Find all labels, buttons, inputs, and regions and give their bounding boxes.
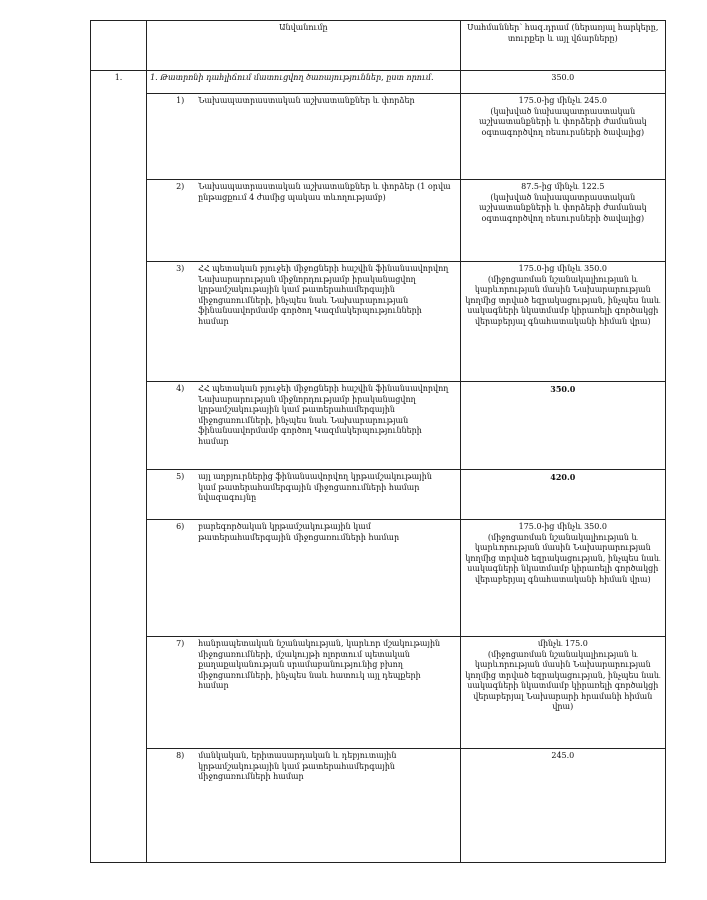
table-row [91,382,666,470]
item-text: Նախապատրաստական աշխատանքներ և փորձեր (1 օրվա ընթացքում 4 ժամից պակաս տևողությամբ) [198,182,451,202]
item-rate: մինչև 175.0 [537,639,588,648]
item-number: 1) [176,96,185,105]
item-text: ՀՀ պետական բյուջեի միջոցների հաշվին ֆինանսավորվող Նախարարության միջնորդությամբ իրականացվող կրթամշակութային կամ թատերահամերգային միջոցառումների, ինչպես նաև Նախարարության ֆինանսավորմամբ գործող Կազմակերպությունների համար [198,384,449,446]
item-number: 2) [176,182,185,191]
section-rate: 350.0 [460,71,665,94]
item-rate: 350.0 [550,384,576,394]
header-row [91,21,666,71]
item-rate-note: (միջոցառման նշանակալիության և կարևորության մասին Նախարարության կողմից տրված եզրակացության, ինչպես նաև սակագների նկատմամբ կիրառելի գործակցի վերաբերյալ գնահատականի հիման վրա) [465,532,661,584]
item-rate: 245.0 [551,751,575,760]
table-row [91,637,666,749]
header-name: Անվանումը [147,21,461,71]
item-name-cell [147,749,461,863]
item-name-cell [147,180,461,262]
table-row [91,749,666,863]
table-row [91,470,666,520]
item-number: 3) [176,264,185,273]
item-rate-cell [460,749,665,863]
item-text: Նախապատրաստական աշխատանքներ և փորձեր [198,96,415,105]
item-number: 4) [176,384,185,393]
section-row [91,71,666,94]
item-text: մանկական, երիտասարդական և դեբյուտային կրթամշակութային կամ թատերահամերգային միջոցառումների համար [198,751,397,781]
table-row [91,94,666,180]
item-rate: 175.0-ից մինչև 245.0 [518,96,607,105]
row-index: 1. [91,71,147,863]
item-text: այլ աղբյուրներից ֆինանսավորվող կրթամշակութային կամ թատերահամերգային միջոցառումների համար նվազագույնը [198,472,432,502]
item-rate: 87.5-ից մինչև 122.5 [521,182,605,191]
item-number: 8) [176,751,185,760]
item-rate-note: (կախված նախապատրաստական աշխատանքների և փորձերի ժամանակ օգտագործվող ռեսուրսների ծավալից) [479,192,647,223]
item-rate-cell [460,94,665,180]
item-rate-cell [460,382,665,470]
table-row [91,180,666,262]
item-text: ՀՀ պետական բյուջեի միջոցների հաշվին ֆինանսավորվող Նախարարության միջնորդությամբ իրականացվող կրթամշակութային կամ թատերահամերգային միջոցառումների, ինչպես նաև Նախարարության ֆինանսավորմամբ գործող Կազմակերպությունների համար [198,264,449,326]
item-number: 7) [176,639,185,648]
item-rate-note: (միջոցառման նշանակալիության և կարևորության մասին Նախարարության կողմից տրված եզրակացության, ինչպես նաև սակագների նկատմամբ կիրառելի գործակցի վերաբերյալ Նախարարի հրամանի հիման վրա) [465,649,661,711]
table-row [91,262,666,382]
item-number: 6) [176,522,185,531]
table-row [91,520,666,637]
item-rate-note: (կախված նախապատրաստական աշխատանքների և փորձերի ժամանակ օգտագործվող ռեսուրսների ծավալից) [479,106,647,137]
header-index-cell [91,21,147,71]
item-number: 5) [176,472,185,481]
section-title: 1. Թատրոնի դահլիճում մատուցվող ծառայություններ, ըստ որում. [147,71,461,94]
item-rate: 175.0-ից մինչև 350.0 [518,264,607,273]
item-rate-cell [460,470,665,520]
item-rate-cell [460,637,665,749]
item-name-cell [147,262,461,382]
item-name-cell [147,637,461,749]
item-name-cell [147,520,461,637]
item-name-cell [147,470,461,520]
item-rate: 420.0 [550,472,576,482]
item-rate-note: (միջոցառման նշանակալիության և կարևորության մասին Նախարարության կողմից տրված եզրակացության, ինչպես նաև սակագների նկատմամբ կիրառելի գործակցի վերաբերյալ գնահատականի հիման վրա) [465,274,661,326]
item-text: հանրապետական նշանակության, կարևոր մշակութային միջոցառումների, մշակույթի ոլորտում պետական քաղաքականության սրամաբանությունից բխող միջոցառումների, ինչպես նաև հատուկ այլ դեպքերի համար [198,639,441,690]
item-rate-cell [460,520,665,637]
item-rate: 175.0-ից մինչև 350.0 [518,522,607,531]
item-rate-cell [460,262,665,382]
header-rate: Սահմաններ՝ հազ.դրամ (ներառյալ հարկերը, տուրքեր և այլ վճարները) [460,21,665,71]
item-rate-cell [460,180,665,262]
tariff-table [90,20,666,863]
item-name-cell [147,382,461,470]
item-name-cell [147,94,461,180]
item-text: բարեգործական կրթամշակութային կամ թատերահամերգային միջոցառումների համար [198,522,400,542]
